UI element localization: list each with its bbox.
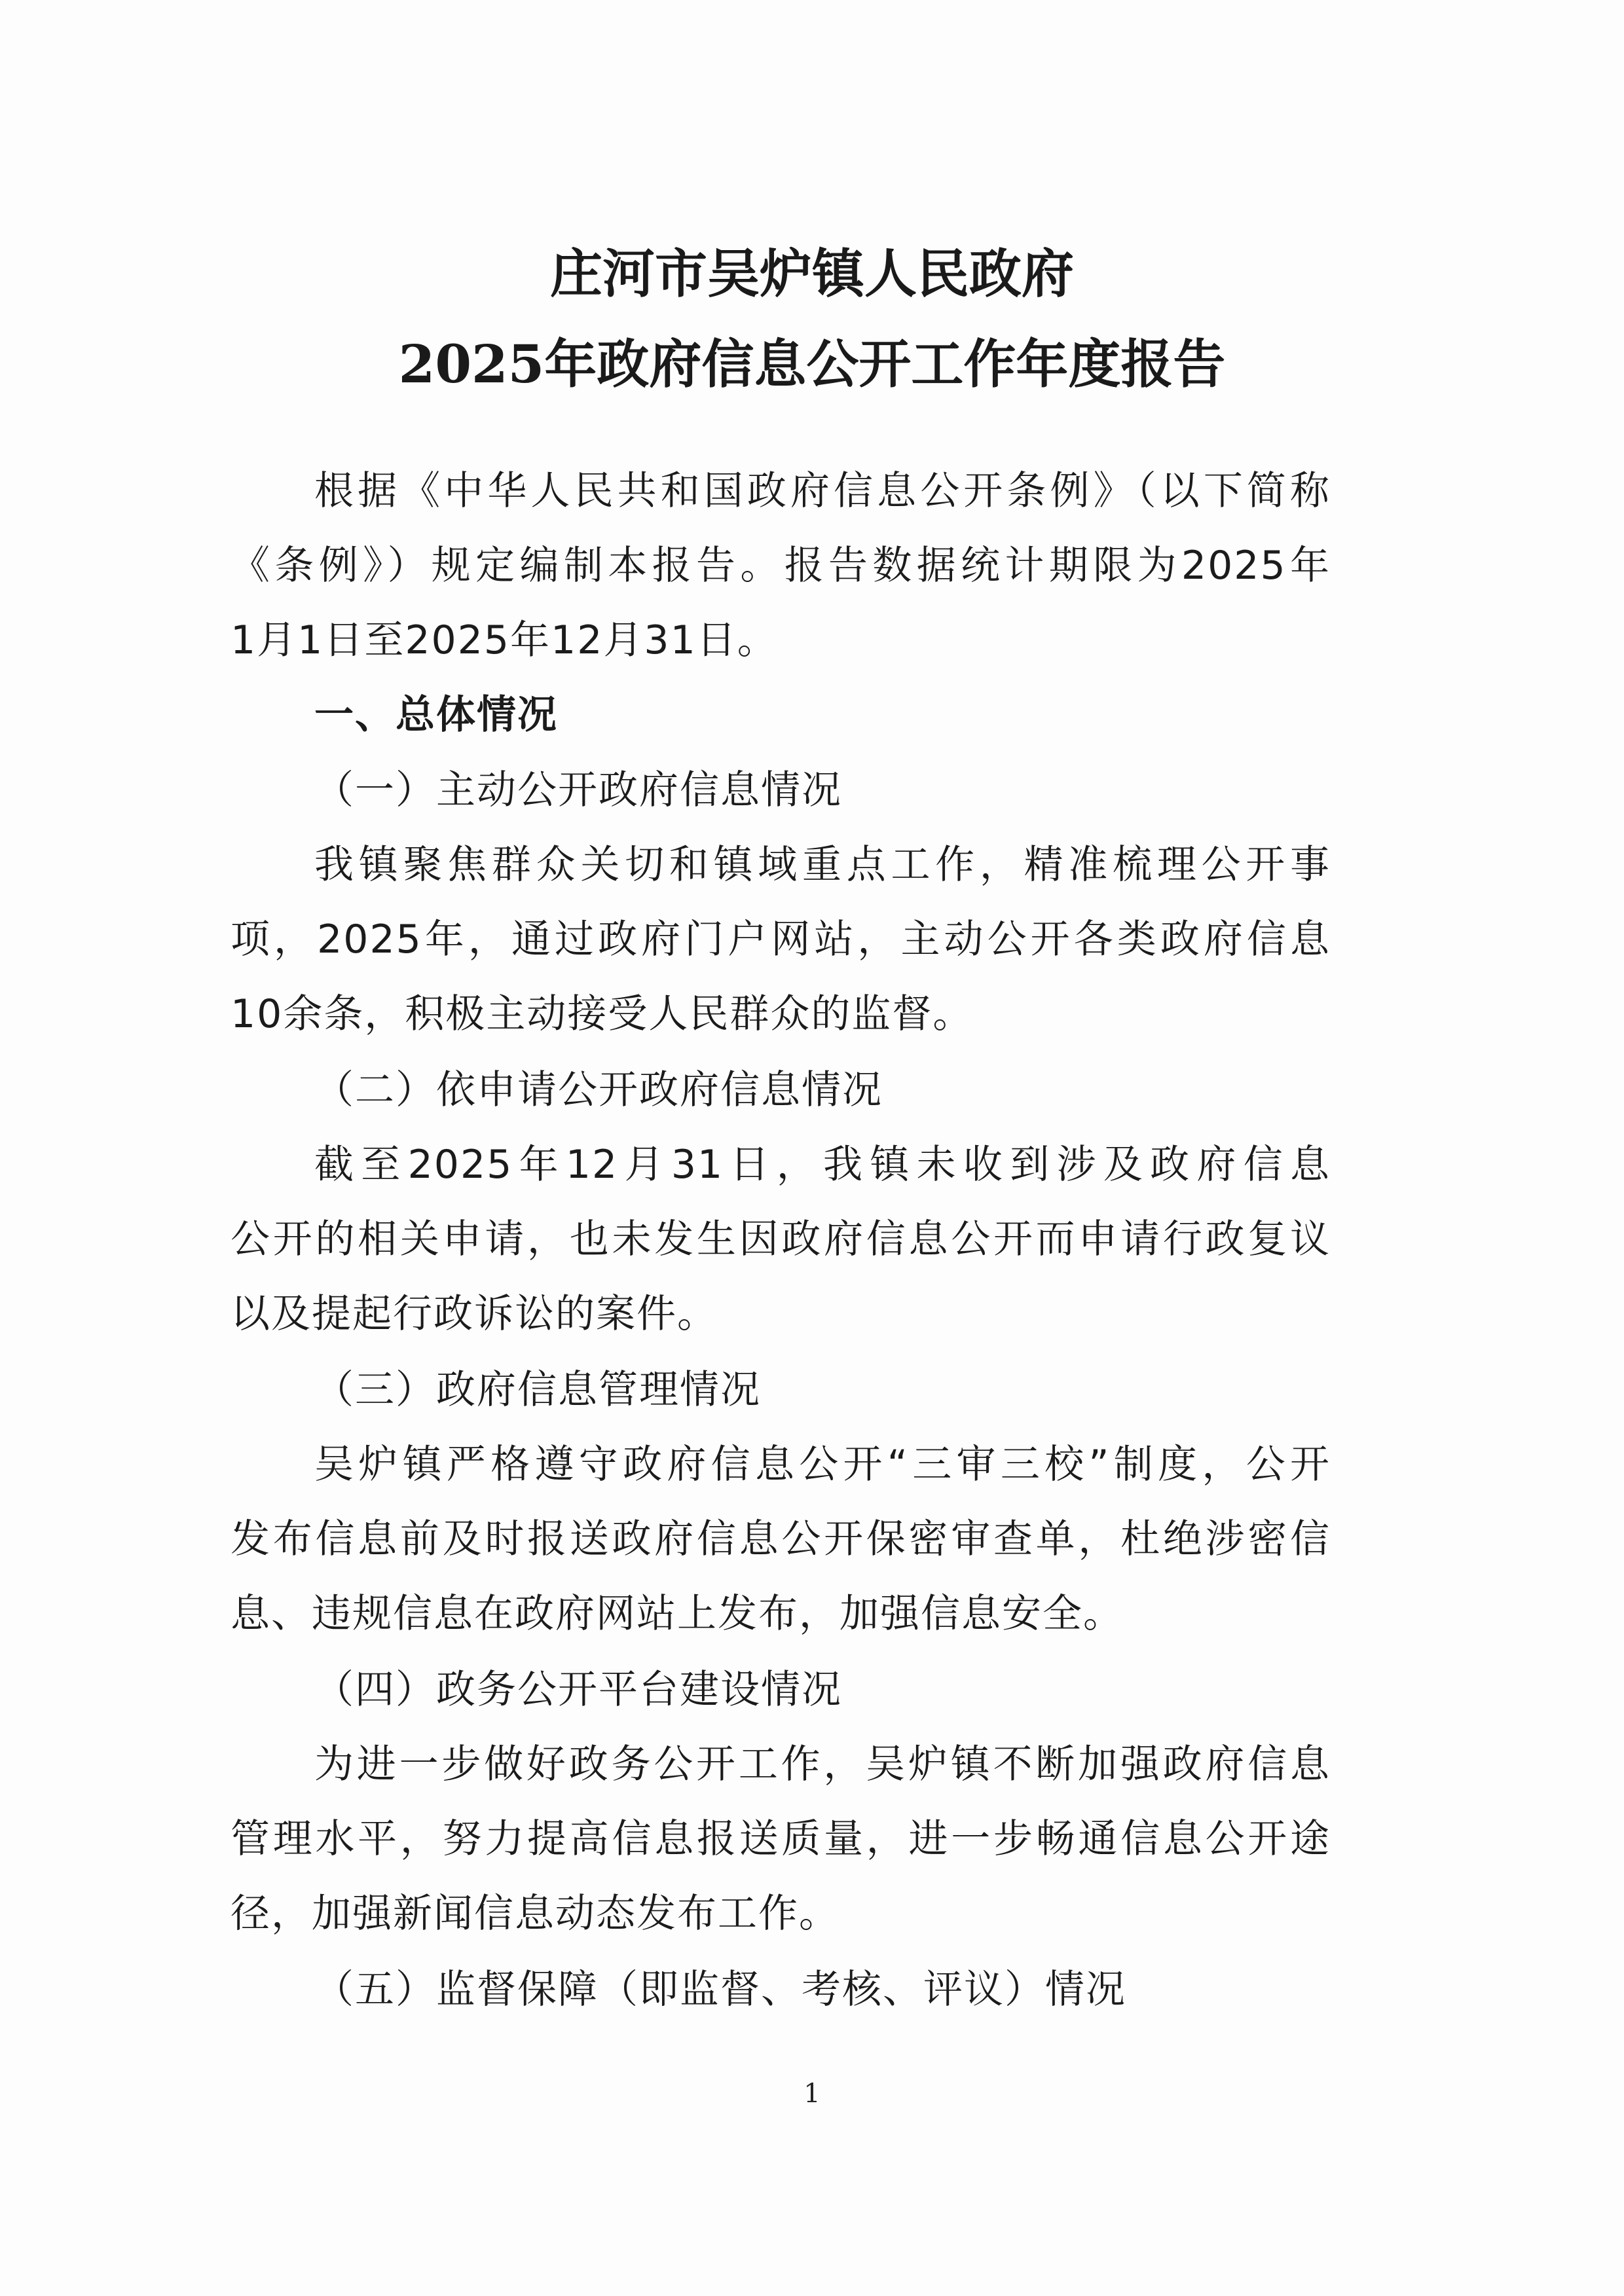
sub4-line-1: 为进一步做好政务公开工作，吴炉镇不断加强政府信息 [314, 1741, 1331, 1787]
sub3-line-3: 息、违规信息在政府网站上发布，加强信息安全。 [231, 1591, 1124, 1637]
subsection-heading-2: （二）依申请公开政府信息情况 [314, 1067, 883, 1113]
subsection-heading-4: （四）政务公开平台建设情况 [314, 1667, 842, 1713]
subsection-heading-5: （五）监督保障（即监督、考核、评议）情况 [314, 1967, 1126, 2013]
intro-line-2: 《条例》）规定编制本报告。报告数据统计期限为2025年 [231, 543, 1331, 589]
subsection-heading-1: （一）主动公开政府信息情况 [314, 767, 842, 813]
sub2-line-1: 截至2025年12月31日，我镇未收到涉及政府信息 [314, 1142, 1331, 1188]
report-title-line1: 庄河市吴炉镇人民政府 [550, 243, 1074, 304]
sub1-line-2: 项，2025年，通过政府门户网站，主动公开各类政府信息 [231, 917, 1331, 962]
intro-line-1: 根据《中华人民共和国政府信息公开条例》（以下简称 [314, 468, 1331, 514]
intro-line-3: 1月1日至2025年12月31日。 [231, 617, 778, 663]
sub2-line-2: 公开的相关申请，也未发生因政府信息公开而申请行政复议 [231, 1216, 1331, 1262]
report-title-line2: 2025年政府信息公开工作年度报告 [398, 333, 1226, 395]
page-number: 1 [803, 2079, 821, 2109]
sub4-line-2: 管理水平，努力提高信息报送质量，进一步畅通信息公开途 [231, 1816, 1331, 1862]
sub3-line-2: 发布信息前及时报送政府信息公开保密审查单，杜绝涉密信 [231, 1516, 1331, 1562]
sub1-line-1: 我镇聚焦群众关切和镇域重点工作，精准梳理公开事 [314, 842, 1331, 888]
sub1-line-3: 10余条，积极主动接受人民群众的监督。 [231, 991, 974, 1037]
section-heading-overview: 一、总体情况 [314, 692, 558, 738]
sub4-line-3: 径，加强新闻信息动态发布工作。 [231, 1891, 840, 1937]
sub3-line-1: 吴炉镇严格遵守政府信息公开“三审三校”制度，公开 [314, 1442, 1331, 1487]
sub2-line-3: 以及提起行政诉讼的案件。 [231, 1291, 718, 1337]
subsection-heading-3: （三）政府信息管理情况 [314, 1367, 761, 1413]
